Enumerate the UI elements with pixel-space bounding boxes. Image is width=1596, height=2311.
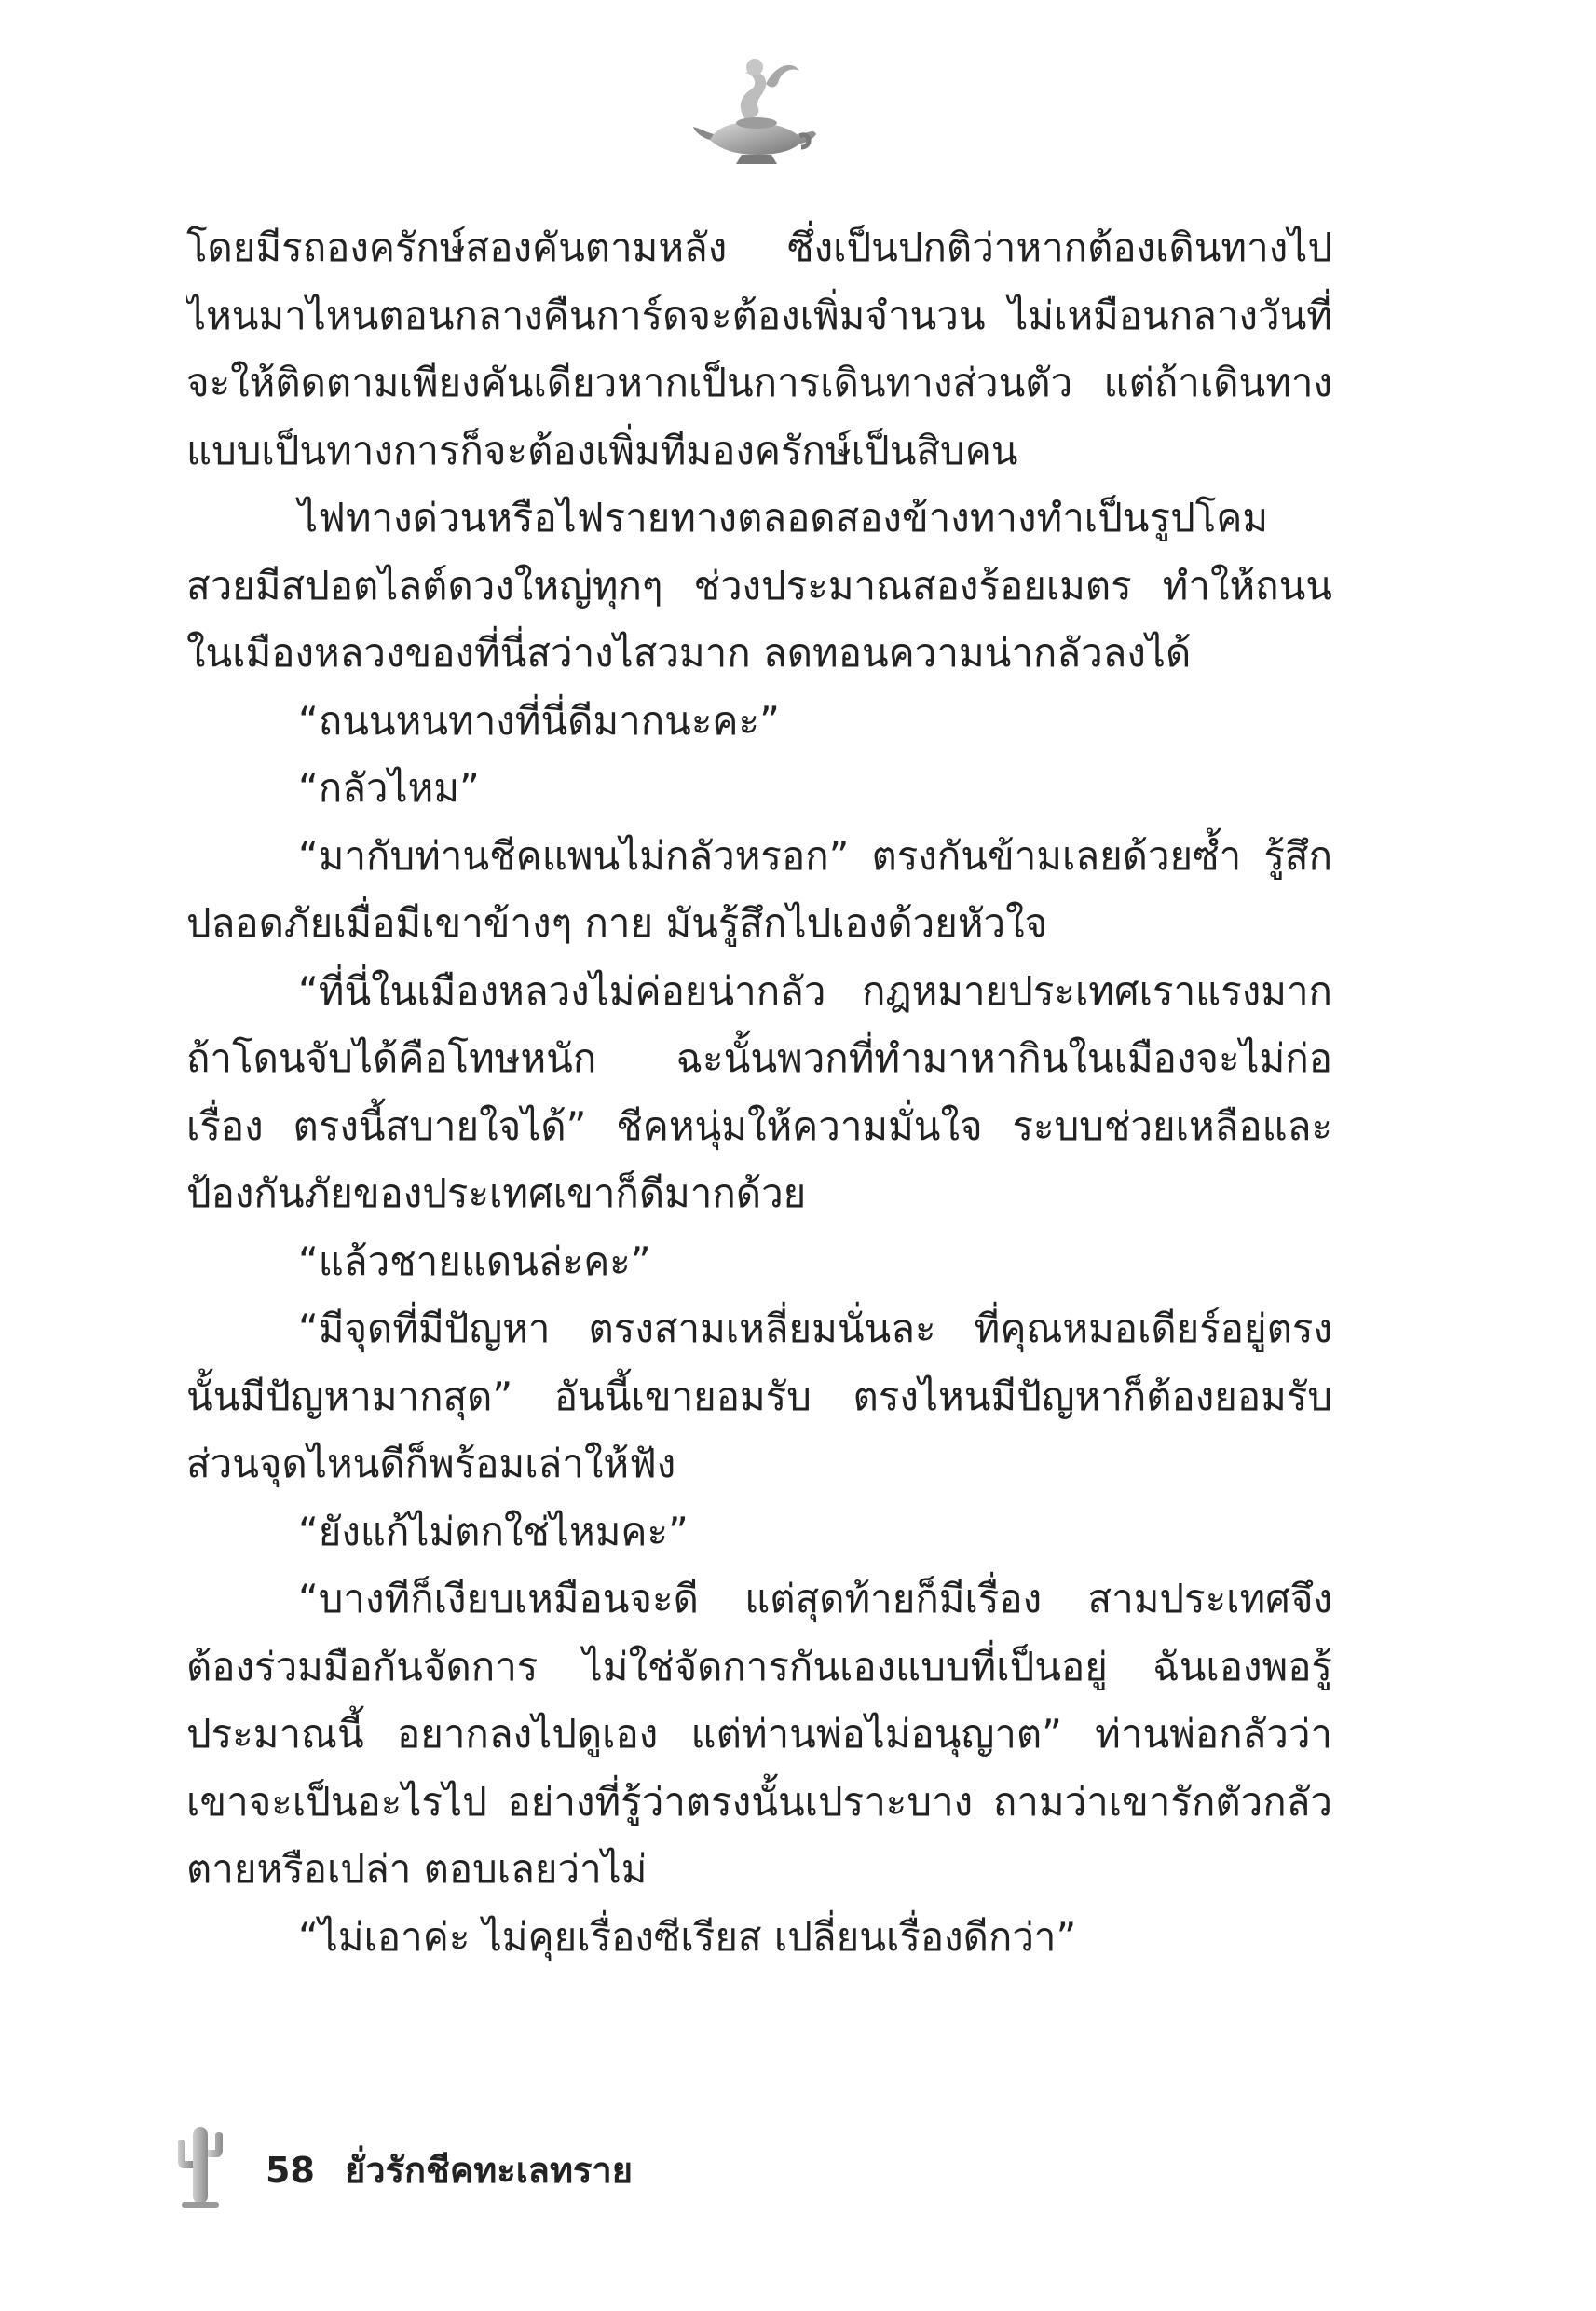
paragraph: “ไม่เอาค่ะ ไม่คุยเรื่องซีเรียส เปลี่ยนเรื่องดีกว่า” [298,1913,1077,1960]
paragraph: “บางทีก็เงียบเหมือนจะดี แต่สุดท้ายก็มีเรื่อง สามประเทศจึงต้องร่วมมือกันจัดการ ไม่ใช่จัดการกันเองแบบที่เป็นอยู่ ฉันเองพอรู้ประมาณนี้ อยากลงไปดูเอง แต่ท่านพ่อไม่อนุญาต” ท่านพ่อกลัวว่าเขาจะเป็นอะไรไป อย่างที่รู้ว่าตรงนั้นเปราะบาง ถามว่าเขารักตัวกลัวตายหรือเปล่า ตอบเลยว่าไม่ [186,1576,1332,1892]
page-footer [172,2120,825,2213]
paragraph: ไฟทางด่วนหรือไฟรายทางตลอดสองข้างทางทำเป็นรูปโคมสวยมีสปอตไลต์ดวงใหญ่ทุกๆ ช่วงประมาณสองร้อยเมตร ทำให้ถนนในเมืองหลวงของที่นี่สว่างไสวมาก ลดทอนความน่ากลัวลงได้ [186,495,1332,676]
paragraph: โดยมีรถองครักษ์สองคันตามหลัง ซึ่งเป็นปกติว่าหากต้องเดินทางไปไหนมาไหนตอนกลางคืนการ์ดจะต้องเพิ่มจำนวน ไม่เหมือนกลางวันที่จะให้ติดตามเพียงคันเดียวหากเป็นการเดินทางส่วนตัว แต่ถ้าเดินทางแบบเป็นทางการก็จะต้องเพิ่มทีมองครักษ์เป็นสิบคน [186,225,1332,473]
body-text [186,214,1332,2115]
paragraph: “ยังแก้ไม่ตกใช่ไหมคะ” [298,1508,689,1554]
book-title: ยั่วรักชีคทะเลทราย [345,2150,634,2191]
paragraph: “กลัวไหม” [298,765,480,811]
paragraph: “มีจุดที่มีปัญหา ตรงสามเหลี่ยมนั่นละ ที่คุณหมอเดียร์อยู่ตรงนั้นมีปัญหามากสุด” อันนี้เขายอมรับ ตรงไหนมีปัญหาก็ต้องยอมรับ ส่วนจุดไหนดีก็พร้อมเล่าให้ฟัง [186,1306,1332,1486]
paragraph: “ที่นี่ในเมืองหลวงไม่ค่อยน่ากลัว กฎหมายประเทศเราแรงมาก ถ้าโดนจับได้คือโทษหนัก ฉะนั้นพวกที่ทำมาหากินในเมืองจะไม่ก่อเรื่อง ตรงนี้สบายใจได้” ชีคหนุ่มให้ความมั่นใจ ระบบช่วยเหลือและป้องกันภัยของประเทศเขาก็ดีมากด้วย [186,967,1332,1216]
paragraph: “มากับท่านชีคแพนไม่กลัวหรอก” ตรงกันข้ามเลยด้วยซ้ำ รู้สึกปลอดภัยเมื่อมีเขาข้างๆ กาย มันรู้สึกไปเองด้วยหัวใจ [186,832,1332,946]
cactus-icon [172,2120,228,2213]
paragraph: “แล้วชายแดนล่ะคะ” [298,1238,651,1284]
page-number: 58 [266,2150,315,2191]
paragraph: “ถนนหนทางที่นี่ดีมากนะคะ” [298,697,780,744]
genie-lamp-icon [689,47,820,168]
